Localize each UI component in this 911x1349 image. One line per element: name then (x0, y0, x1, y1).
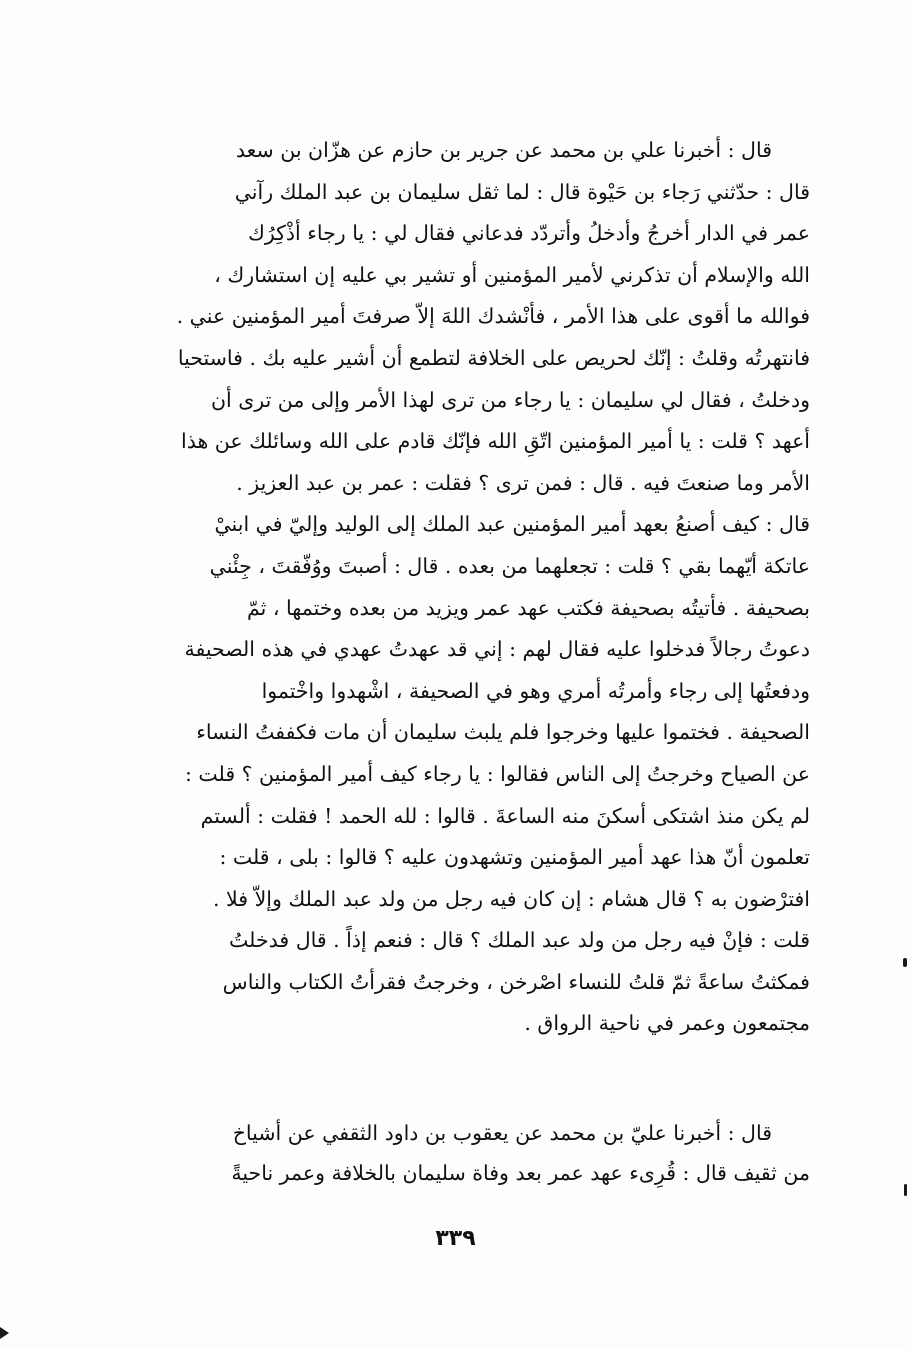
scan-speck-mark (903, 958, 907, 967)
text-line: قال : كيف أصنعُ بعهد أمير المؤمنين عبد الملك إلى الوليد وإليّ في ابنيْ (214, 512, 810, 537)
text-line: الأمر وما صنعتَ فيه . قال : فمن ترى ؟ فقلت : عمر بن عبد العزيز . (236, 470, 810, 495)
text-line: قال : أخبرنا عليّ بن محمد عن يعقوب بن داود الثقفي عن أشياخ (232, 1121, 772, 1145)
text-line: الصحيفة . فختموا عليها وخرجوا فلم يلبث سليمان أن مات فكففتُ النساء (196, 720, 810, 745)
text-line: مجتمعون وعمر في ناحية الرواق . (524, 1011, 810, 1036)
paragraph-1 (110, 130, 810, 1045)
text-line: عن الصياح وخرجتُ إلى الناس فقالوا : يا رجاء كيف أمير المؤمنين ؟ قلت : (184, 761, 810, 786)
text-line: الله والإسلام أن تذكرني لأمير المؤمنين أو تشير بي عليه إن استشارك ، (214, 262, 810, 287)
text-line: بصحيفة . فأتيتُه بصحيفة فكتب عهد عمر ويزيد من بعده وختمها ، ثمّ (247, 595, 810, 620)
text-line: قال : أخبرنا علي بن محمد عن جرير بن حازم عن هزّان بن سعد (235, 138, 772, 162)
text-line: دعوتُ رجالاً فدخلوا عليه فقال لهم : إني قد عهدتُ عهدي في هذه الصحيفة (184, 637, 810, 662)
text-line: عمر في الدار أخرجُ وأدخلُ وأتردّد فدعاني فقال لي : يا رجاء أذْكِرُك (247, 221, 810, 246)
text-line: قال : حدّثني رَجاء بن حَيْوة قال : لما ثقل سليمان بن عبد الملك رآني (234, 179, 810, 204)
text-line: فوالله ما أقوى على هذا الأمر ، فأنْشدك اللهَ إلاّ صرفتَ أمير المؤمنين عني . (176, 304, 810, 329)
text-line: ودفعتُها إلى رجاء وأمرتُه أمري وهو في الصحيفة ، اشْهدوا واخْتموا (261, 678, 810, 703)
page-number: ٣٣٩ (435, 1226, 476, 1251)
text-line: لم يكن منذ اشتكى أسكنَ منه الساعةَ . قالوا : لله الحمد ! فقلت : ألستم (200, 803, 810, 828)
text-line: قلت : فإنْ فيه رجل من ولد عبد الملك ؟ قال : فنعم إذاً . قال فدخلتُ (229, 928, 810, 953)
scan-corner-mark (0, 1327, 9, 1339)
scan-speck-mark (904, 1184, 907, 1196)
text-line: افترْضون به ؟ قال هشام : إن كان فيه رجل من ولد عبد الملك وإلاّ فلا . (212, 886, 810, 911)
text-line: عاتكة أيّهما بقي ؟ قلت : تجعلهما من بعده . قال : أصبتَ ووُفّقتَ ، جِئْني (209, 553, 810, 578)
text-line: فمكثتُ ساعةً ثمّ قلتُ للنساء اصْرخن ، وخرجتُ فقرأتُ الكتاب والناس (222, 969, 810, 994)
text-line: ودخلتُ ، فقال لي سليمان : يا رجاء من ترى لهذا الأمر وإلى من ترى أن (210, 387, 810, 412)
text-line: أعهد ؟ قلت : يا أمير المؤمنين اتّقِ الله فإنّك قادم على الله وسائلك عن هذا (181, 429, 810, 454)
text-line: تعلمون أنّ هذا عهد أمير المؤمنين وتشهدون عليه ؟ قالوا : بلى ، قلت : (219, 845, 810, 870)
paragraph-2 (110, 1113, 810, 1193)
text-line: فانتهرتُه وقلتُ : إنّك لحريص على الخلافة لتطمع أن أشير عليه بك . فاستحيا (177, 345, 810, 370)
text-line: من ثقيف قال : قُرِىء عهد عمر بعد وفاة سليمان بالخلافة وعمر ناحيةً (231, 1161, 810, 1185)
